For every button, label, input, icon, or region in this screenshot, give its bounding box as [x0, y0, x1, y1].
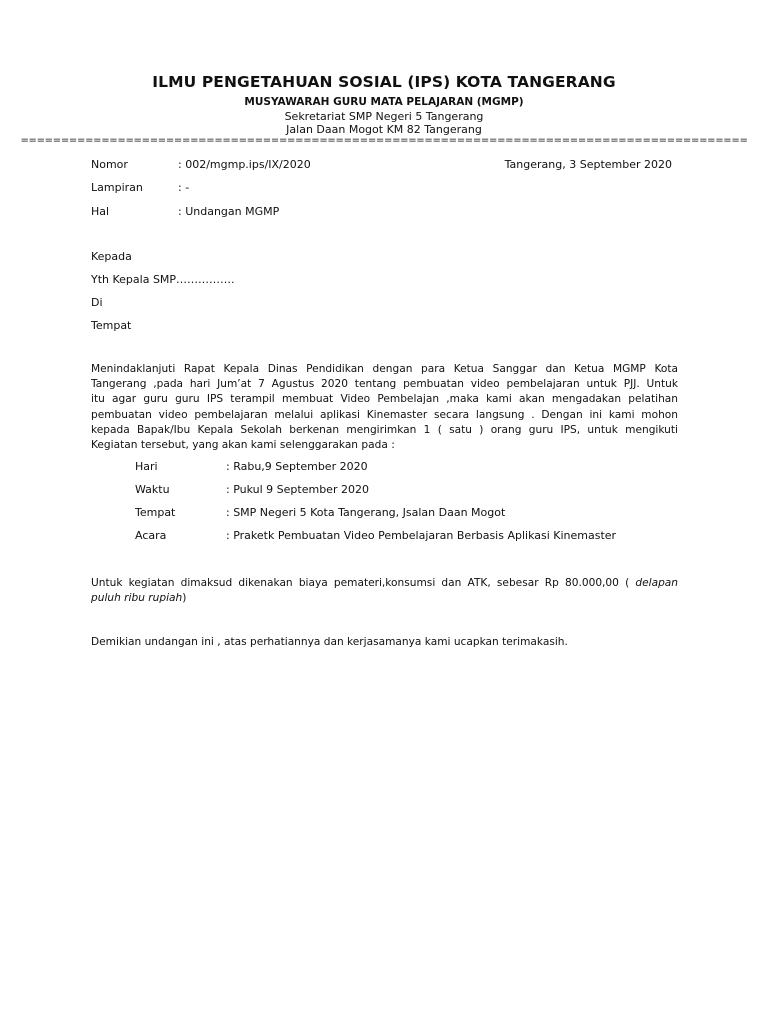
- schedule-label-acara: Acara: [135, 529, 167, 542]
- fee-line-1: [91, 576, 678, 591]
- letterhead-title: ILMU PENGETAHUAN SOSIAL (IPS) KOTA TANGERANG: [152, 73, 616, 91]
- body-line: Menindaklanjuti Rapat Kepala Dinas Pendidikan dengan para Ketua Sanggar dan Ketua MGMP Kota: [91, 363, 678, 375]
- fee-line-2: [91, 591, 678, 606]
- schedule-value-tempat: : SMP Negeri 5 Kota Tangerang, Jsalan Daan Mogot: [226, 506, 506, 519]
- letter-date: Tangerang, 3 September 2020: [504, 158, 672, 171]
- fee-amount-words-cont: puluh ribu rupiah: [91, 592, 183, 605]
- schedule-label-hari: Hari: [135, 460, 158, 473]
- body-line: Kegiatan tersebut, yang akan kami selenggarakan pada :: [91, 439, 395, 452]
- letterhead-divider: ==========================================================================================: [20, 135, 748, 146]
- hal-value: : Undangan MGMP: [178, 205, 280, 218]
- body-line: Tangerang ,pada hari Jum’at 7 Agustus 2020 tentang pembuatan video pembelajaran untuk PJJ. Untuk: [91, 378, 678, 391]
- fee-text: Untuk kegiatan dimaksud dikenakan biaya pemateri,konsumsi dan ATK, sebesar Rp 80.000,00 (: [91, 577, 630, 589]
- schedule-value-acara: : Praketk Pembuatan Video Pembelajaran Berbasis Aplikasi Kinemaster: [226, 529, 617, 542]
- recipient-kepada: Kepada: [91, 250, 132, 263]
- nomor-value: : 002/mgmp.ips/IX/2020: [178, 158, 311, 171]
- nomor-label: Nomor: [91, 158, 128, 171]
- schedule-value-hari: : Rabu,9 September 2020: [226, 460, 368, 473]
- lampiran-label: Lampiran: [91, 181, 143, 194]
- hal-label: Hal: [91, 205, 110, 218]
- schedule-label-tempat: Tempat: [135, 506, 176, 519]
- body-line: kepada Bapak/Ibu Kepala Sekolah berkenan mengirimkan 1 ( satu ) orang guru IPS, untuk mengikuti: [91, 423, 678, 436]
- schedule-label-waktu: Waktu: [135, 483, 170, 496]
- recipient-di: Di: [91, 296, 103, 309]
- lampiran-value: : -: [178, 181, 190, 194]
- fee-paragraph: [91, 576, 678, 606]
- recipient-tempat: Tempat: [91, 319, 132, 332]
- closing-sentence: Demikian undangan ini , atas perhatiannya dan kerjasamanya kami ucapkan terimakasih.: [91, 636, 568, 648]
- fee-close-paren: ): [182, 592, 187, 605]
- schedule-value-waktu: : Pukul 9 September 2020: [226, 483, 369, 496]
- body-line: pembuatan video pembelajaran melalui aplikasi Kinemaster secara langsung . Dengan ini kami mohon: [91, 408, 678, 421]
- recipient-yth: Yth Kepala SMP…………….: [91, 273, 235, 286]
- body-paragraph: [91, 362, 678, 453]
- letterhead-address: Jalan Daan Mogot KM 82 Tangerang: [286, 123, 482, 136]
- fee-amount-words: delapan: [635, 577, 678, 589]
- letterhead-subtitle: MUSYAWARAH GURU MATA PELAJARAN (MGMP): [244, 96, 524, 108]
- body-line: itu agar guru guru IPS terampil membuat Video Pembelajan ,maka kami akan mengadakan pelatihan: [91, 393, 678, 406]
- letterhead-secretariat: Sekretariat SMP Negeri 5 Tangerang: [284, 110, 484, 123]
